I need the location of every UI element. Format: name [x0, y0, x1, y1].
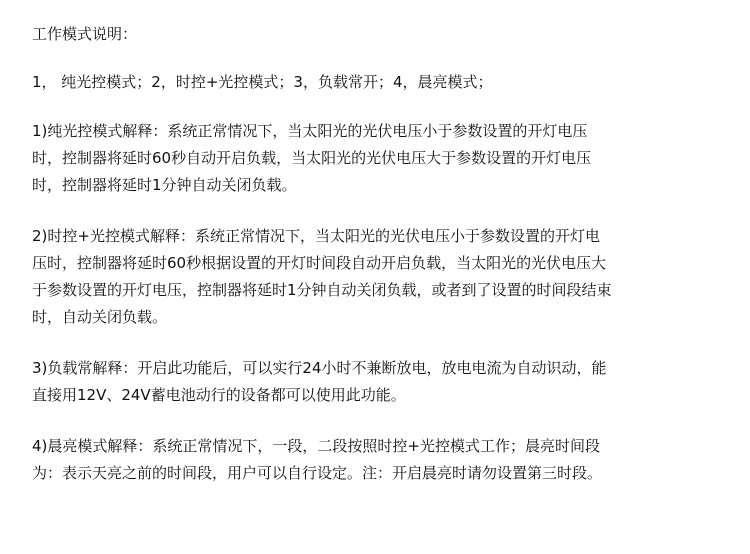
modes-summary: 1， 纯光控模式；2，时控+光控模式；3，负载常开；4，晨亮模式；: [32, 73, 493, 91]
section-line: 2)时控+光控模式解释：系统正常情况下，当太阳光的光伏电压小于参数设置的开灯电: [32, 227, 600, 245]
section-line: 4)晨亮模式解释：系统正常情况下，一段，二段按照时控+光控模式工作；晨亮时间段: [32, 437, 600, 455]
section-line: 为：表示天亮之前的时间段，用户可以自行设定。注：开启晨亮时请勿设置第三时段。: [32, 464, 603, 482]
section-line: 时，控制器将延时60秒自动开启负载，当太阳光的光伏电压大于参数设置的开灯电压: [32, 149, 592, 167]
section-line: 于参数设置的开灯电压，控制器将延时1分钟自动关闭负载，或者到了设置的时间段结束: [32, 281, 612, 299]
section-line: 时，控制器将延时1分钟自动关闭负载。: [32, 176, 297, 194]
section-line: 1)纯光控模式解释：系统正常情况下，当太阳光的光伏电压小于参数设置的开灯电压: [32, 122, 588, 140]
section-time-light-control: [32, 223, 726, 331]
section-morning-light: [32, 433, 726, 487]
section-line: 直接用12V、24V蓄电池动行的设备都可以使用此功能。: [32, 386, 406, 404]
section-load-always-on: [32, 355, 726, 409]
document-title: 工作模式说明：: [32, 25, 138, 43]
section-line: 3)负载常解释：开启此功能后，可以实行24小时不兼断放电，放电电流为自动识动，能: [32, 359, 607, 377]
section-pure-light-control: [32, 118, 726, 199]
section-line: 时，自动关闭负载。: [32, 308, 168, 326]
section-line: 压时，控制器将延时60秒根据设置的开灯时间段自动开启负载，当太阳光的光伏电压大: [32, 254, 607, 272]
